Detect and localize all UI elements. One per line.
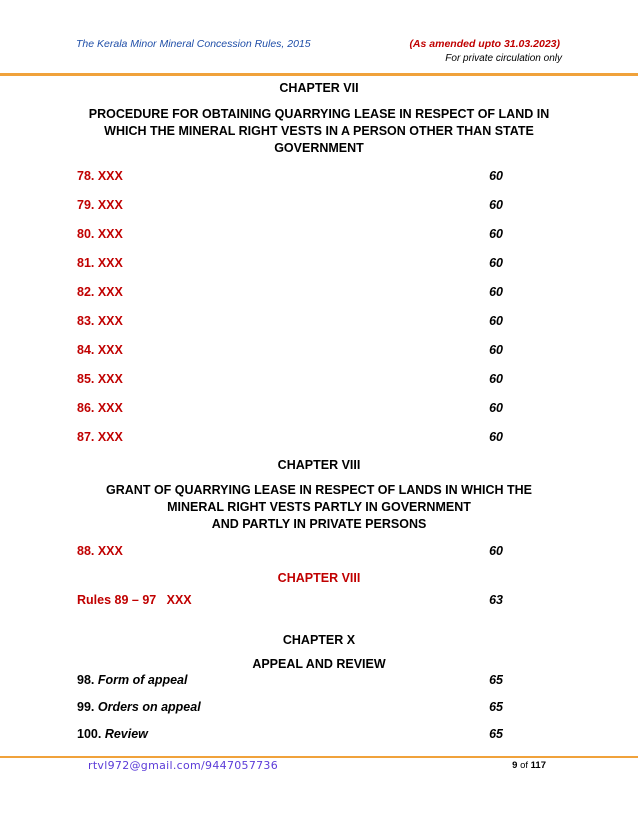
toc-entry-page: 60 [489, 227, 503, 241]
page-of-label: of [520, 760, 529, 771]
toc-entry-number: 99. [77, 700, 95, 714]
toc-entry-page: 60 [489, 314, 503, 328]
chapter-7-title-line: GOVERNMENT [274, 141, 364, 155]
toc-entry-page: 65 [489, 700, 503, 714]
toc-entry-number: 100. [77, 727, 102, 741]
toc-entry-label: 80. XXX [77, 227, 123, 241]
toc-entry-text: Review [104, 727, 148, 741]
toc-entry-label: 78. XXX [77, 169, 123, 183]
toc-entry-text: Form of appeal [97, 673, 188, 687]
toc-entry-text: Orders on appeal [97, 700, 201, 714]
toc-entry-label [77, 700, 201, 714]
toc-entry-label [77, 673, 187, 687]
toc-entry-page: 65 [489, 673, 503, 687]
toc-entry-number: 98. [77, 673, 95, 687]
header-rule [0, 73, 638, 76]
chapter-10-title: APPEAL AND REVIEW [252, 657, 386, 671]
page-current: 9 [512, 760, 518, 771]
chapter-8-title-line: AND PARTLY IN PRIVATE PERSONS [211, 517, 427, 531]
toc-entry-label: 81. XXX [77, 256, 123, 270]
toc-entry-page: 63 [489, 593, 503, 607]
toc-entry-label: 84. XXX [77, 343, 123, 357]
chapter-8-title [60, 482, 578, 533]
toc-entry-label: 86. XXX [77, 401, 123, 415]
toc-entry-label: 83. XXX [77, 314, 123, 328]
toc-entry-label: 88. XXX [77, 544, 123, 558]
chapter-7-heading: CHAPTER VII [279, 81, 359, 95]
toc-entry-page: 60 [489, 256, 503, 270]
page-total: 117 [530, 760, 546, 771]
toc-entry-page: 60 [489, 169, 503, 183]
chapter-10-heading: CHAPTER X [282, 633, 356, 647]
header-amended-note: (As amended upto 31.03.2023) [409, 38, 560, 50]
toc-entry-page: 60 [489, 198, 503, 212]
chapter-7-title-line: WHICH THE MINERAL RIGHT VESTS IN A PERSON OTHER THAN STATE [104, 124, 534, 138]
toc-entry-label: 82. XXX [77, 285, 123, 299]
chapter-8b-heading: CHAPTER VIII [277, 571, 361, 585]
chapter-7-title [60, 106, 578, 157]
chapter-7-title-line: PROCEDURE FOR OBTAINING QUARRYING LEASE IN RESPECT OF LAND IN [88, 107, 550, 121]
header-title: The Kerala Minor Mineral Concession Rules, 2015 [76, 38, 311, 50]
header-circulation-note: For private circulation only [445, 53, 562, 64]
chapter-8-heading: CHAPTER VIII [277, 458, 361, 472]
toc-entry-label [77, 727, 148, 741]
toc-entry-page: 60 [489, 343, 503, 357]
toc-entry-page: 65 [489, 727, 503, 741]
toc-entry-label: Rules 89 – 97 XXX [77, 593, 192, 607]
footer-rule [0, 756, 638, 758]
toc-entry-page: 60 [489, 372, 503, 386]
chapter-8-title-line: GRANT OF QUARRYING LEASE IN RESPECT OF LANDS IN WHICH THE [106, 483, 532, 497]
page-number [512, 760, 546, 771]
toc-entry-page: 60 [489, 285, 503, 299]
toc-entry-page: 60 [489, 430, 503, 444]
toc-entry-label: 85. XXX [77, 372, 123, 386]
toc-entry-page: 60 [489, 544, 503, 558]
toc-entry-page: 60 [489, 401, 503, 415]
toc-entry-label: 87. XXX [77, 430, 123, 444]
footer-contact: rtvl972@gmail.com/9447057736 [88, 759, 279, 772]
toc-entry-label: 79. XXX [77, 198, 123, 212]
chapter-8-title-line: MINERAL RIGHT VESTS PARTLY IN GOVERNMENT [167, 500, 471, 514]
